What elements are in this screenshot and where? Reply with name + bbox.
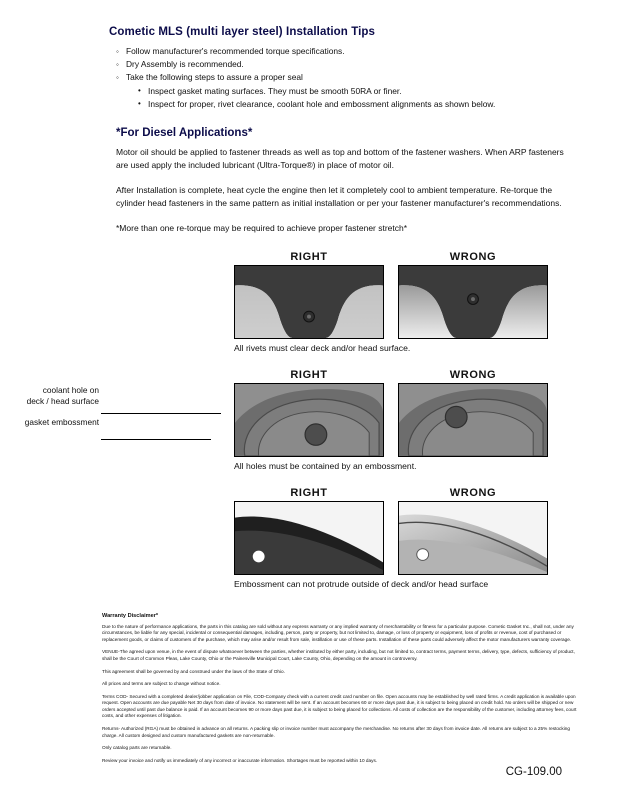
- warranty-paragraph: Due to the nature of performance applications, the parts in this catalog are sold without any express warranty or any implied warranty of merchantability or fitness for a particular purpose. Cometic Gasket Inc., shall not, under any circumstances, be liable for any special, incidental or consequential damages, including, person, party or property, but not limited to, damage, or loss of property or equipment, loss of profits or revenue, cost of purchased or replacement goods, or claims of customers of the purchase, which may arise and/or result from sale, instillation or use of these parts. Installation of these parts could adversely affect the motor manufacturers warranty coverage.: [102, 623, 574, 642]
- list-item: ◦ Follow manufacturer's recommended torque specifications.: [116, 45, 574, 58]
- warranty-disclaimer: [102, 613, 582, 765]
- warranty-paragraph: Terms COD- Secured with a completed dealer/jobber application on File, COD-Company check with a current credit card number on file. Open accounts may be established by well rated firms. A credit application is available upon request. Open accounts are due payable Net 30 days from date of invoice. No statement will be sent. If an account becomes 60 or more days past due, it is subject to being placed on credit hold. No orders will be shipped or new orders accepted until past due balance is paid. If an account becomes 90 or more days past due, it is subject to being placed for collections. All costs of collection are the responsibility of the customer, including attorney fees, court costs, and other expenses of litigation.: [102, 693, 577, 719]
- page-title: Cometic MLS (multi layer steel) Installation Tips: [109, 26, 376, 38]
- figure-protrude-right: [234, 487, 384, 575]
- figure-holes-wrong-image: [398, 383, 548, 457]
- list-item-label: Take the following steps to assure a proper seal: [126, 72, 303, 83]
- figure-holes-right-image: [234, 383, 384, 457]
- figure-label: RIGHT: [290, 251, 328, 264]
- figure-rivets-wrong-image: [398, 265, 548, 339]
- figure-label: WRONG: [449, 369, 497, 382]
- warranty-paragraph: Only catalog parts are returnable.: [102, 745, 172, 751]
- figure-label: WRONG: [449, 487, 497, 500]
- installation-tips-list: [116, 45, 574, 111]
- figure-protrude-wrong-image: [398, 501, 548, 575]
- figure-label: RIGHT: [290, 487, 328, 500]
- diesel-section-title: *For Diesel Applications*: [116, 127, 253, 140]
- list-item: • Inspect gasket mating surfaces. They must be smooth 50RA or finer.: [138, 85, 574, 98]
- document-number: CG-109.00: [505, 766, 562, 778]
- figure-label: RIGHT: [290, 369, 328, 382]
- warranty-paragraph: Returns- Authorized (RGA) must be obtained in advance on all returns. A packing slip or invoice number must accompany the merchandise. No returns after 30 days from invoice date. All returns are subject to a 25% restocking charge. All custom designed and custom manufactured gaskets are non-returnable.: [102, 726, 570, 738]
- figure-holes-caption: All holes must be contained by an embossment.: [234, 461, 417, 472]
- callout-leader-line-1: [101, 413, 221, 414]
- figure-rivets-wrong: [398, 251, 548, 339]
- figure-holes-right: [234, 369, 384, 457]
- figure-protrude: [44, 487, 574, 591]
- figure-rivets-right-image: [234, 265, 384, 339]
- warranty-paragraph: All prices and terms are subject to change without notice.: [102, 681, 221, 687]
- callout-coolant-hole: coolant hole on deck / head surface: [26, 385, 99, 407]
- figure-label: WRONG: [449, 251, 497, 264]
- figure-holes: [24, 369, 574, 472]
- callout-gasket-embossment: gasket embossment: [24, 417, 99, 428]
- figure-rivets: [44, 251, 574, 353]
- figure-protrude-right-image: [234, 501, 384, 575]
- installation-sub-list: [138, 85, 574, 111]
- warranty-title: Warranty Disclaimer*: [102, 612, 159, 619]
- callout-leader-line-2: [101, 439, 211, 440]
- warranty-paragraph: Review your invoice and notify us immediately of any incorrect or inaccurate information. Shortages must be reported within 10 days.: [102, 757, 378, 763]
- figure-protrude-wrong: [398, 487, 548, 575]
- warranty-paragraph: VENUE-The agreed upon venue, in the event of dispute whatsoever between the parties, whether instituted by either party, including, but not limited to, contract terms, payment terms, delivery, type, defects, sufficiency of product, shall be the Court of Common Pleas, Lake County, Ohio or the Painesville Municipal Court, Lake County, Ohio, depending on the amount in controversy.: [102, 649, 575, 661]
- list-item: [116, 71, 574, 111]
- list-item: ◦ Dry Assembly is recommended.: [116, 58, 574, 71]
- figure-holes-wrong: [398, 369, 548, 457]
- figure-rivets-right: [234, 251, 384, 339]
- warranty-paragraph: This agreement shall be governed by and construed under the laws of the State of Ohio.: [102, 668, 285, 674]
- diesel-paragraph-1: Motor oil should be applied to fastener threads as well as top and bottom of the fastener washers. When ARP fasteners are used apply the included lubricant (Ultra-Torque®) in place of motor oil.: [116, 147, 564, 171]
- figure-rivets-caption: All rivets must clear deck and/or head surface.: [234, 343, 411, 354]
- diesel-paragraph-2: After Installation is complete, heat cycle the engine then let it completely cool to ambient temperature. Re-torque the cylinder head fasteners in the same pattern as initial installation or per your fastener manufacturer's recommendations.: [116, 184, 562, 209]
- diesel-paragraph-3: *More than one re-torque may be required to achieve proper fastener stretch*: [116, 222, 408, 233]
- figure-protrude-caption: Embossment can not protrude outside of deck and/or head surface: [234, 579, 489, 590]
- list-item: • Inspect for proper, rivet clearance, coolant hole and embossment alignments as shown below.: [138, 98, 574, 111]
